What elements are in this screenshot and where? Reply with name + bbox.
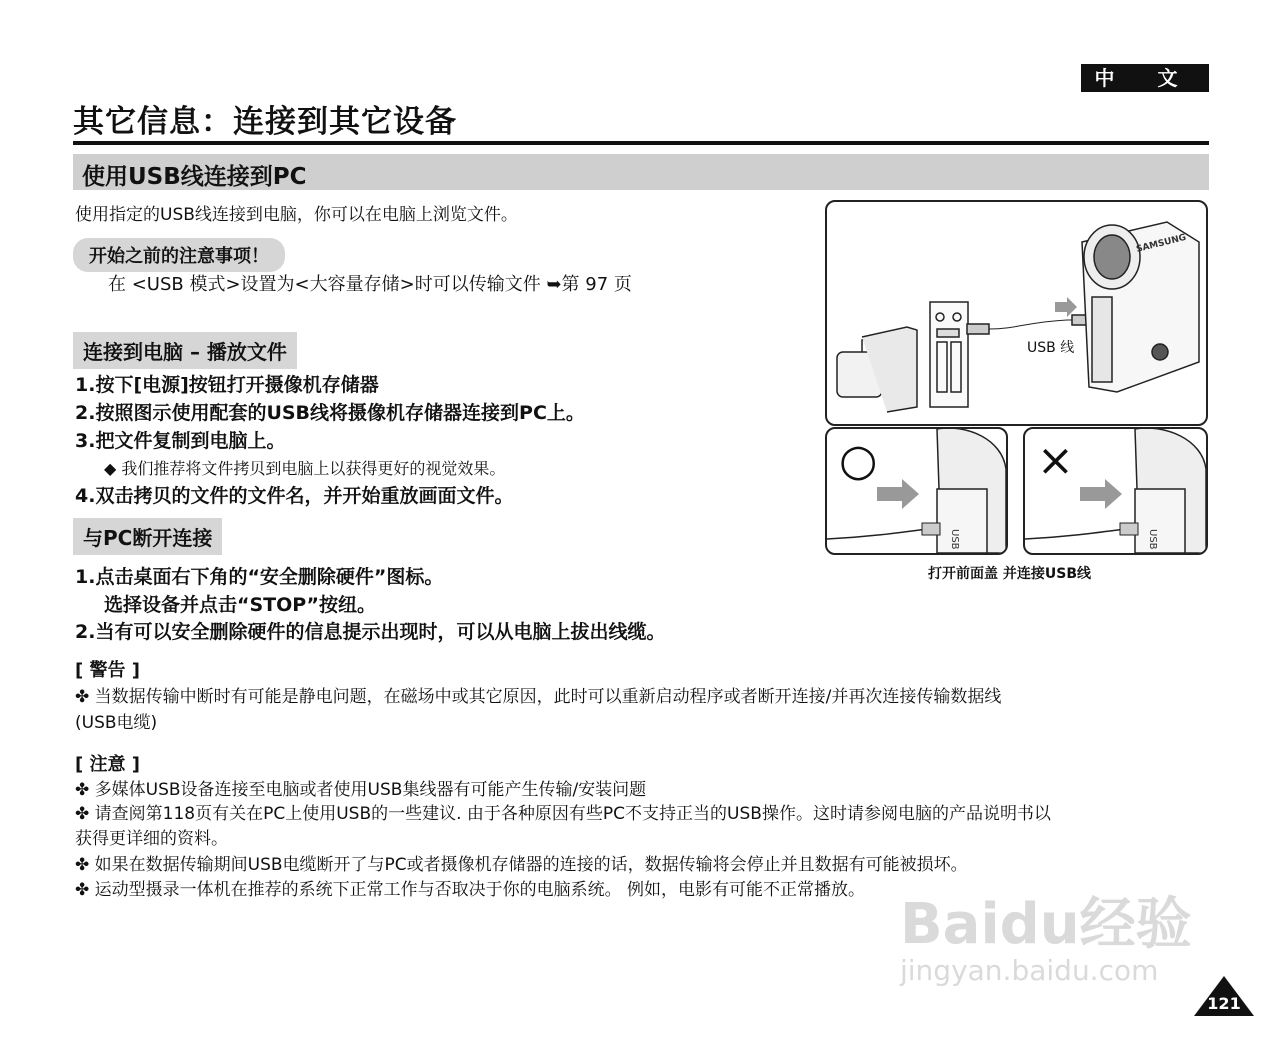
- caution-line: ✤ 请查阅第118页有关在PC上使用USB的一些建议. 由于各种原因有些PC不支持正当的USB操作。这时请参阅电脑的产品说明书以: [75, 804, 1051, 824]
- warning-line: (USB电缆): [75, 713, 158, 733]
- arrow-right-icon: [1080, 479, 1122, 509]
- ng-mark-icon: ×: [1037, 435, 1074, 486]
- caution-line: 获得更详细的资料。: [75, 829, 228, 849]
- caution-line: ✤ 如果在数据传输期间USB电缆断开了与PC或者摄像机存储器的连接的话，数据传输将会停止并且数据有可能被损坏。: [75, 855, 968, 875]
- figure-caption: 打开前面盖 并连接USB线: [928, 566, 1091, 582]
- arrow-icon: [1055, 297, 1077, 317]
- page-number-badge: [1194, 976, 1254, 1016]
- warning-header: [ 警告 ]: [75, 660, 140, 681]
- usb-cable-label: USB 线: [1027, 340, 1075, 356]
- ok-mark-icon: ○: [839, 435, 878, 486]
- warning-line: ✤ 当数据传输中断时有可能是静电问题，在磁场中或其它原因，此时可以重新启动程序或者断开连接/并再次连接传输数据线: [75, 687, 1002, 707]
- title-rule: [73, 141, 1209, 145]
- connect-sub-note: ◆ 我们推荐将文件拷贝到电脑上以获得更好的视觉效果。: [104, 459, 506, 478]
- disconnect-step-1b: 选择设备并点击“STOP”按纽。: [104, 594, 377, 616]
- baidu-watermark: [900, 880, 1220, 1000]
- page-title: 其它信息：连接到其它设备: [73, 104, 457, 140]
- intro-text: 使用指定的USB线连接到电脑，你可以在电脑上浏览文件。: [75, 205, 518, 225]
- usb-connection-illustration: [825, 200, 1208, 426]
- usb-port-text: USB: [1147, 529, 1158, 550]
- section-title: 使用USB线连接到PC: [82, 164, 307, 190]
- connect-header: 连接到电脑 – 播放文件: [73, 332, 297, 369]
- pc-camera-diagram: [827, 202, 1206, 424]
- brand-label: SAMSUNG: [1135, 232, 1188, 255]
- page-number: 121: [1207, 994, 1241, 1013]
- language-tab: 中 文: [1081, 64, 1209, 92]
- usb-cable: [1025, 529, 1135, 539]
- correct-connection-illustration: [825, 427, 1008, 555]
- arrow-right-icon: [877, 479, 919, 509]
- usb-port-panel: [1135, 489, 1185, 553]
- incorrect-connection-illustration: [1023, 427, 1208, 555]
- before-notice-text: 在 <USB 模式>设置为<大容量存储>时可以传输文件 ➥第 97 页: [108, 274, 632, 295]
- connect-step-2: 2.按照图示使用配套的USB线将摄像机存储器连接到PC上。: [75, 402, 585, 424]
- caution-line: ✤ 多媒体USB设备连接至电脑或者使用USB集线器有可能产生传输/安装问题: [75, 780, 647, 800]
- before-notice-label: 开始之前的注意事项！: [73, 238, 285, 272]
- watermark-text: Baidu经验: [900, 892, 1192, 957]
- usb-port-panel: [937, 489, 987, 553]
- usb-plug-pc: [967, 324, 989, 334]
- watermark-url: jingyan.baidu.com: [900, 954, 1159, 987]
- disconnect-step-2: 2.当有可以安全删除硬件的信息提示出现时，可以从电脑上拔出线缆。: [75, 621, 666, 643]
- usb-port-text: USB: [949, 529, 960, 550]
- connect-step-4: 4.双击拷贝的文件的文件名，并开始重放画面文件。: [75, 485, 514, 507]
- disconnect-header: 与PC断开连接: [73, 518, 222, 555]
- connect-step-1: 1.按下[电源]按钮打开摄像机存储器: [75, 374, 379, 396]
- disconnect-step-1: 1.点击桌面右下角的“安全删除硬件”图标。: [75, 566, 444, 588]
- caution-header: [ 注意 ]: [75, 754, 140, 775]
- caution-line: ✤ 运动型摄录一体机在推荐的系统下正常工作与否取决于你的电脑系统。 例如，电影有可能不正常播放。: [75, 880, 866, 900]
- connect-step-3: 3.把文件复制到电脑上。: [75, 430, 286, 452]
